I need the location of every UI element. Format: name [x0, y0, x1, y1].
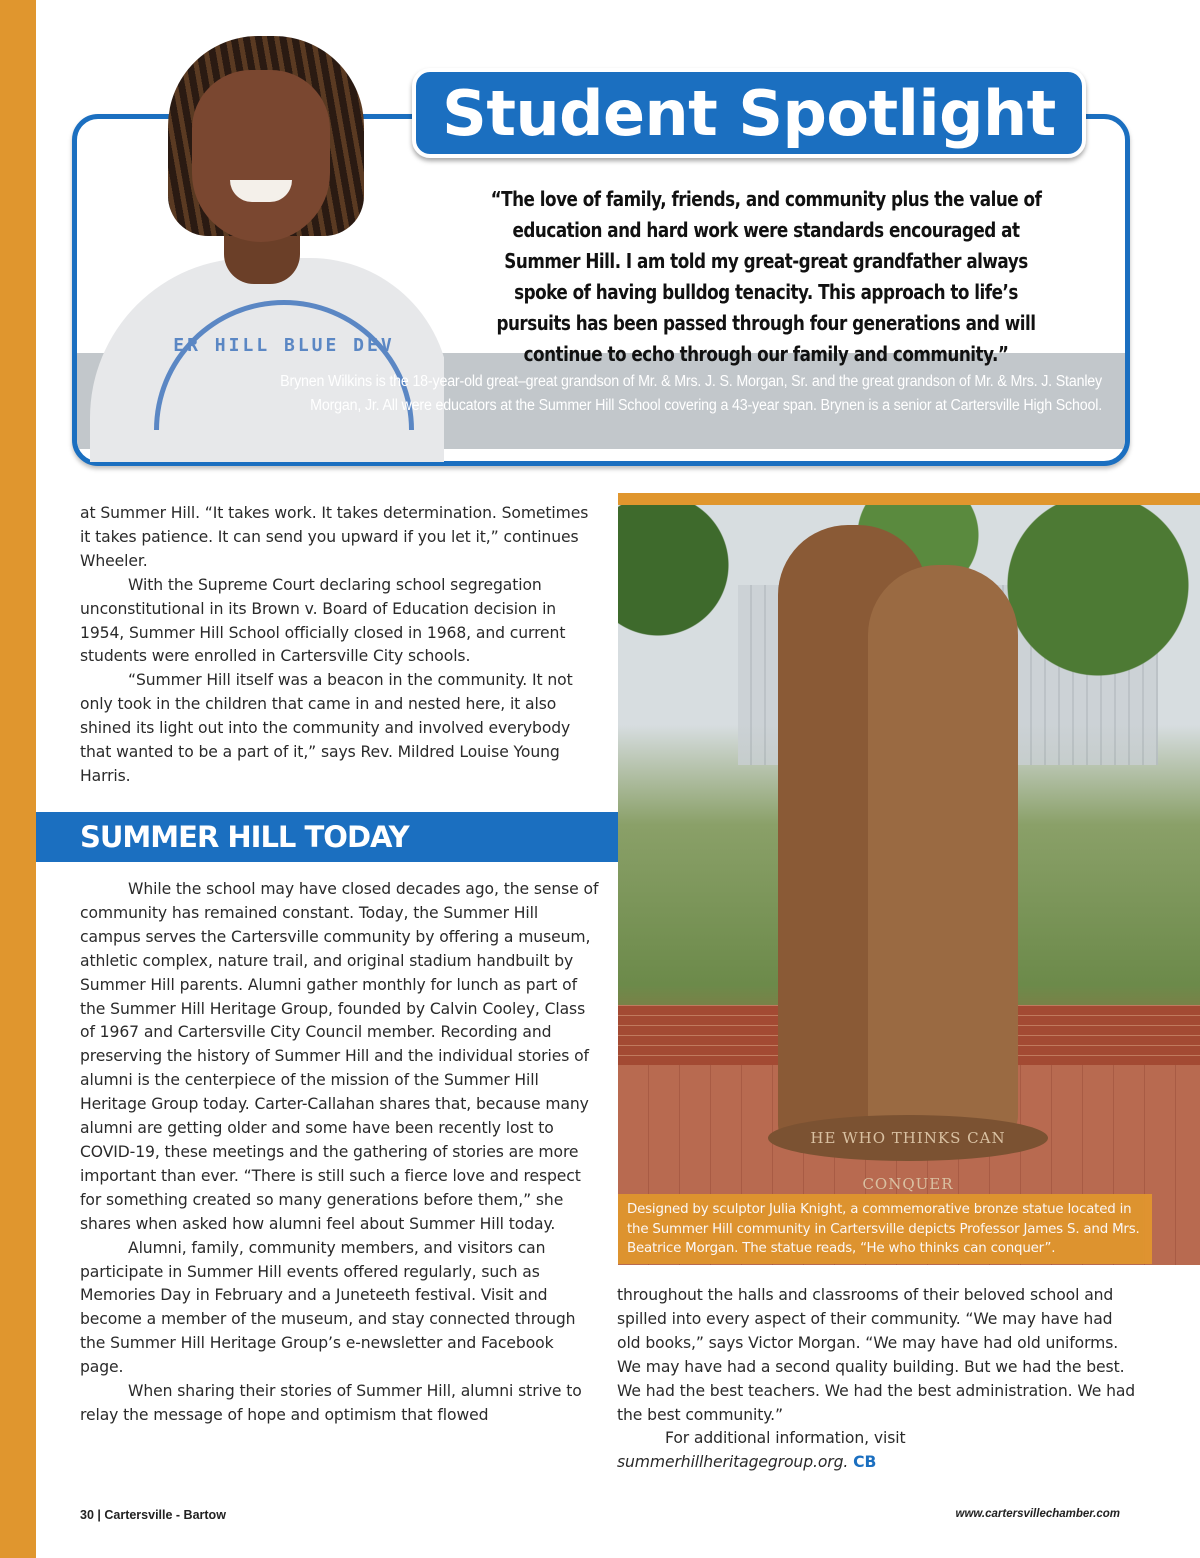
info-lead: For additional information, visit [665, 1429, 906, 1448]
article-paragraph: “Summer Hill itself was a beacon in the community. It not only took in the children that came in and nested here, it also shined its light out into the community and involved everybody that wanted to be a part of it,” says Rev. Mildred Louise Young Harris. [80, 671, 573, 785]
photo-caption: Designed by sculptor Julia Knight, a commemorative bronze statue located in the Summer Hill community in Cartersville depicts Professor James S. and Mrs. Beatrice Morgan. The statue reads, “He who thinks can conquer”. [627, 1202, 1140, 1256]
spotlight-caption [265, 370, 1102, 418]
statue-figure-woman [868, 565, 1018, 1145]
footer-website[interactable]: www.cartersvillechamber.com [955, 1508, 1120, 1520]
photo-caption-box [618, 1194, 1152, 1264]
spotlight-title-banner [412, 68, 1086, 158]
statue-photo-image [618, 505, 1200, 1265]
article-paragraph: With the Supreme Court declaring school segregation unconstitutional in its Brown v. Board of Education decision in 1954, Summer Hill School officially closed in 1968, and current students were enrolled in Cartersville City schools. [80, 575, 566, 666]
section-heading-bar [36, 812, 620, 862]
website-link[interactable]: summerhillheritagegroup.org. [617, 1453, 849, 1472]
article-column-right [617, 1284, 1137, 1475]
spotlight-quote: “The love of family, friends, and community plus the value of education and hard work were standards encouraged at Summer Hill. I am told my great-great grandfather always spoke of having bulldog tenacity. This approach to life’s pursuits has been passed through four generations and will continue to echo through our family and community.” [490, 187, 1042, 366]
end-mark: CB [853, 1453, 877, 1472]
spotlight-caption-line1: Brynen Wilkins is the 18-year-old great–great grandson of Mr. & Mrs. J. S. Morgan, Sr. and the great grandson of Mr. & Mrs. J. Stanley [280, 373, 1102, 390]
article-paragraph [617, 1427, 1137, 1475]
spotlight-title: Student Spotlight [442, 77, 1056, 150]
statue-base-inscription: HE WHO THINKS CAN CONQUER [768, 1115, 1048, 1161]
footer-page-info: 30 | Cartersville - Bartow [80, 1508, 226, 1522]
spotlight-caption-line2: Morgan, Jr. All were educators at the Summer Hill School covering a 43-year span. Brynen is a senior at Cartersville High School. [310, 397, 1103, 414]
article-paragraph: While the school may have closed decades ago, the sense of community has remained constant. Today, the Summer Hill campus serves the Cartersville community by offering a museum, athletic complex, nature trail, and original stadium handbuilt by Summer Hill parents. Alumni gather monthly for lunch as part of the Summer Hill Heritage Group, founded by Calvin Cooley, Class of 1967 and Cartersville City Council member. Recording and preserving the history of Summer Hill and the individual stories of alumni is the centerpiece of the mission of the Summer Hill Heritage Group today. Carter-Callahan shares that, because many alumni are getting older and some have been recently lost to COVID-19, these meetings and the gathering of stories are more important than ever. “There is still such a fierce love and respect for something created so many generations before them,” she shares when asked how alumni feel about Summer Hill today. [80, 880, 599, 1233]
article-paragraph: Alumni, family, community members, and visitors can participate in Summer Hill events offered regularly, such as Memories Day in February and a Juneteeth festival. Visit and become a member of the museum, and stay connected through the Summer Hill Heritage Group’s e-newsletter and Facebook page. [80, 1238, 576, 1377]
article-column-left-bottom [80, 878, 600, 1428]
article-column-left-top [80, 502, 600, 789]
shirt-logo: ER HILL BLUE DEV [154, 300, 414, 430]
student-face [192, 70, 330, 242]
section-heading: SUMMER HILL TODAY [80, 820, 409, 854]
article-paragraph: When sharing their stories of Summer Hill, alumni strive to relay the message of hope and optimism that flowed [80, 1382, 582, 1424]
article-paragraph: throughout the halls and classrooms of their beloved school and spilled into every aspect of their community. “We may have had old books,” says Victor Morgan. “We may have had old uniforms. We may have had a second quality building. But we had the best. We had the best teachers. We had the best administration. We had the best community.” [617, 1286, 1136, 1424]
page-left-stripe [0, 0, 36, 1558]
article-paragraph: at Summer Hill. “It takes work. It takes determination. Sometimes it takes patience. It can send you upward if you let it,” continues Wheeler. [80, 504, 589, 570]
statue-photo [618, 493, 1200, 1265]
